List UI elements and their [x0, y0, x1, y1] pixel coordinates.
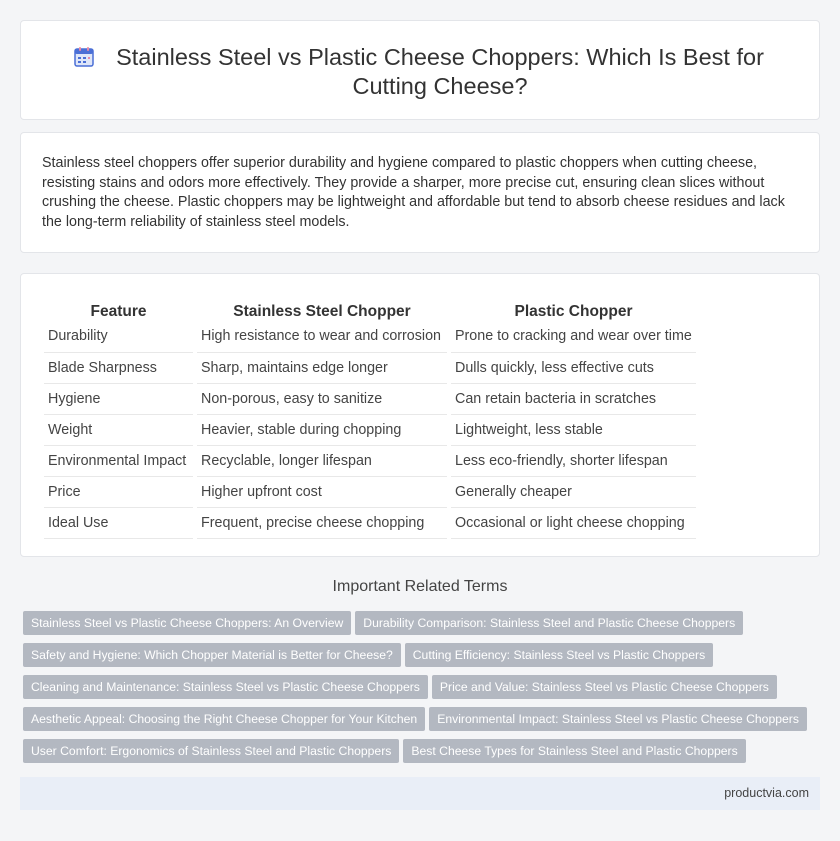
table-row — [44, 476, 696, 507]
related-term-tag[interactable]: Stainless Steel vs Plastic Cheese Choppers: An Overview — [23, 611, 351, 635]
related-terms-heading: Important Related Terms — [332, 578, 508, 595]
related-term-tag[interactable]: Cleaning and Maintenance: Stainless Steel vs Plastic Cheese Choppers — [23, 675, 428, 699]
table-cell: Recyclable, longer lifespan — [197, 445, 447, 476]
intro-paragraph: Stainless steel choppers offer superior durability and hygiene compared to plastic choppers when cutting cheese, resisting stains and odors more effectively. They provide a sharper, more precise cut, ensuring clean slices without crushing the cheese. Plastic choppers may be lightweight and affordable but tend to absorb cheese residues and lack the long-term reliability of stainless steel models. — [42, 155, 785, 230]
table-cell: Less eco-friendly, shorter lifespan — [451, 445, 696, 476]
table-cell: Can retain bacteria in scratches — [451, 383, 696, 414]
table-cell: Higher upfront cost — [197, 476, 447, 507]
table-cell: High resistance to wear and corrosion — [197, 321, 447, 352]
comparison-table-card — [20, 273, 820, 557]
table-cell: Lightweight, less stable — [451, 414, 696, 445]
table-cell: Frequent, precise cheese chopping — [197, 507, 447, 538]
related-term-tag[interactable]: Cutting Efficiency: Stainless Steel vs Plastic Choppers — [405, 643, 713, 667]
comparison-table — [44, 297, 696, 539]
table-cell: Generally cheaper — [451, 476, 696, 507]
table-row — [44, 352, 696, 383]
table-cell: Environmental Impact — [44, 445, 193, 476]
table-cell: Price — [44, 476, 193, 507]
related-term-tag[interactable]: Price and Value: Stainless Steel vs Plastic Cheese Choppers — [432, 675, 777, 699]
table-header-plastic: Plastic Chopper — [514, 303, 633, 320]
table-row — [44, 383, 696, 414]
footer — [20, 777, 820, 810]
table-cell: Dulls quickly, less effective cuts — [451, 352, 696, 383]
footer-site-link[interactable]: productvia.com — [724, 786, 809, 800]
table-cell: Blade Sharpness — [44, 352, 193, 383]
table-header-row — [44, 297, 696, 321]
table-header-stainless: Stainless Steel Chopper — [233, 303, 411, 320]
table-cell: Weight — [44, 414, 193, 445]
page-title: Stainless Steel vs Plastic Cheese Choppers: Which Is Best for Cutting Cheese? — [116, 44, 764, 99]
intro-card — [20, 132, 820, 253]
table-cell: Heavier, stable during chopping — [197, 414, 447, 445]
table-cell: Non-porous, easy to sanitize — [197, 383, 447, 414]
table-row — [44, 414, 696, 445]
table-row — [44, 321, 696, 352]
table-cell: Prone to cracking and wear over time — [451, 321, 696, 352]
related-terms-list — [23, 611, 823, 771]
table-cell: Hygiene — [44, 383, 193, 414]
table-cell: Ideal Use — [44, 507, 193, 538]
related-term-tag[interactable]: Environmental Impact: Stainless Steel vs Plastic Cheese Choppers — [429, 707, 807, 731]
related-term-tag[interactable]: Safety and Hygiene: Which Chopper Material is Better for Cheese? — [23, 643, 401, 667]
related-term-tag[interactable]: Durability Comparison: Stainless Steel and Plastic Cheese Choppers — [355, 611, 743, 635]
table-cell: Occasional or light cheese chopping — [451, 507, 696, 538]
related-term-tag[interactable]: Best Cheese Types for Stainless Steel and Plastic Choppers — [403, 739, 745, 763]
table-header-feature: Feature — [90, 303, 147, 320]
title-card — [20, 20, 820, 120]
related-term-tag[interactable]: Aesthetic Appeal: Choosing the Right Cheese Chopper for Your Kitchen — [23, 707, 425, 731]
table-row — [44, 445, 696, 476]
table-row — [44, 507, 696, 538]
table-cell: Sharp, maintains edge longer — [197, 352, 447, 383]
related-term-tag[interactable]: User Comfort: Ergonomics of Stainless Steel and Plastic Choppers — [23, 739, 399, 763]
table-cell: Durability — [44, 321, 193, 352]
